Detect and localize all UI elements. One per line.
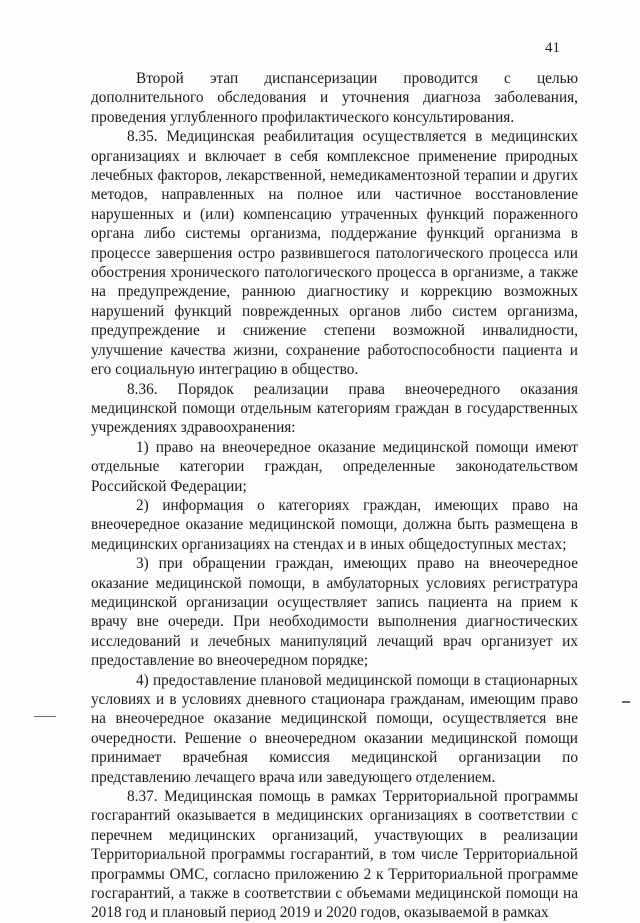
paragraph-8-35: 8.35. Медицинская реабилитация осуществляется в медицинских организациях и включает в себя комплексное применение природных лечебных факторов, лекарственной, немедикаментозной терапии и других методов, направленных на полное или частичное восстановление нарушенных и (или) компенсацию утраченных функций пораженного органа либо системы организма, поддержание функций организма в процессе завершения остро развившегося патологического процесса или обострения хронического патологического процесса в организме, а также на предупреждение, раннюю диагностику и коррекцию возможных нарушений функций поврежденных органов либо систем организма, предупреждение и снижение степени возможной инвалидности, улучшение качества жизни, сохранение работоспособности пациента и его социальную интеграцию в общество. bbox=[91, 128, 578, 379]
scan-mark-right bbox=[622, 701, 630, 703]
list-item-2: 2) информация о категориях граждан, имеющих право на внеочередное оказание медицинской помощи, должна быть размещена в медицинских организациях на стендах и в иных общедоступных местах; bbox=[91, 496, 578, 553]
document-body bbox=[91, 69, 578, 923]
paragraph-8-37: 8.37. Медицинская помощь в рамках Территориальной программы госгарантий оказывается в медицинских организациях в соответствии с перечнем медицинских организаций, участвующих в реализации Территориальной программы госгарантий, в том числе Территориальной программы ОМС, согласно приложению 2 к Территориальной программе госгарантий, а также в соответствии с объемами медицинской помощи на 2018 год и плановый период 2019 и 2020 годов, оказываемой в рамках bbox=[91, 788, 578, 922]
page-number: 41 bbox=[545, 40, 560, 56]
scan-mark-left bbox=[34, 716, 56, 717]
paragraph-second-stage: Второй этап диспансеризации проводится с целью дополнительного обследования и уточнения диагноза заболевания, проведения углубленного профилактического консультирования. bbox=[91, 70, 578, 126]
list-item-4: 4) предоставление плановой медицинской помощи в стационарных условиях и в условиях дневного стационара гражданам, имеющим право на внеочередное оказание медицинской помощи, осуществляется вне очередности. Решение о внеочередном оказании медицинской помощи принимает врачебная комиссия медицинской организации по представлению лечащего врача или заведующего отделением. bbox=[91, 671, 578, 786]
paragraph-8-36: 8.36. Порядок реализации права внеочередного оказания медицинской помощи отдельным категориям граждан в государственных учреждениях здравоохранения: bbox=[91, 380, 578, 437]
list-item-3: 3) при обращении граждан, имеющих право на внеочередное оказание медицинской помощи, в амбулаторных условиях регистратура медицинской организации осуществляет запись пациента на прием к врачу вне очереди. При необходимости выполнения диагностических исследований и лечебных манипуляций лечащий врач организует их предоставление во внеочередном порядке; bbox=[91, 555, 578, 670]
list-item-1: 1) право на внеочередное оказание медицинской помощи имеют отдельные категории граждан, определенные законодательством Российской Федерации; bbox=[91, 438, 578, 495]
